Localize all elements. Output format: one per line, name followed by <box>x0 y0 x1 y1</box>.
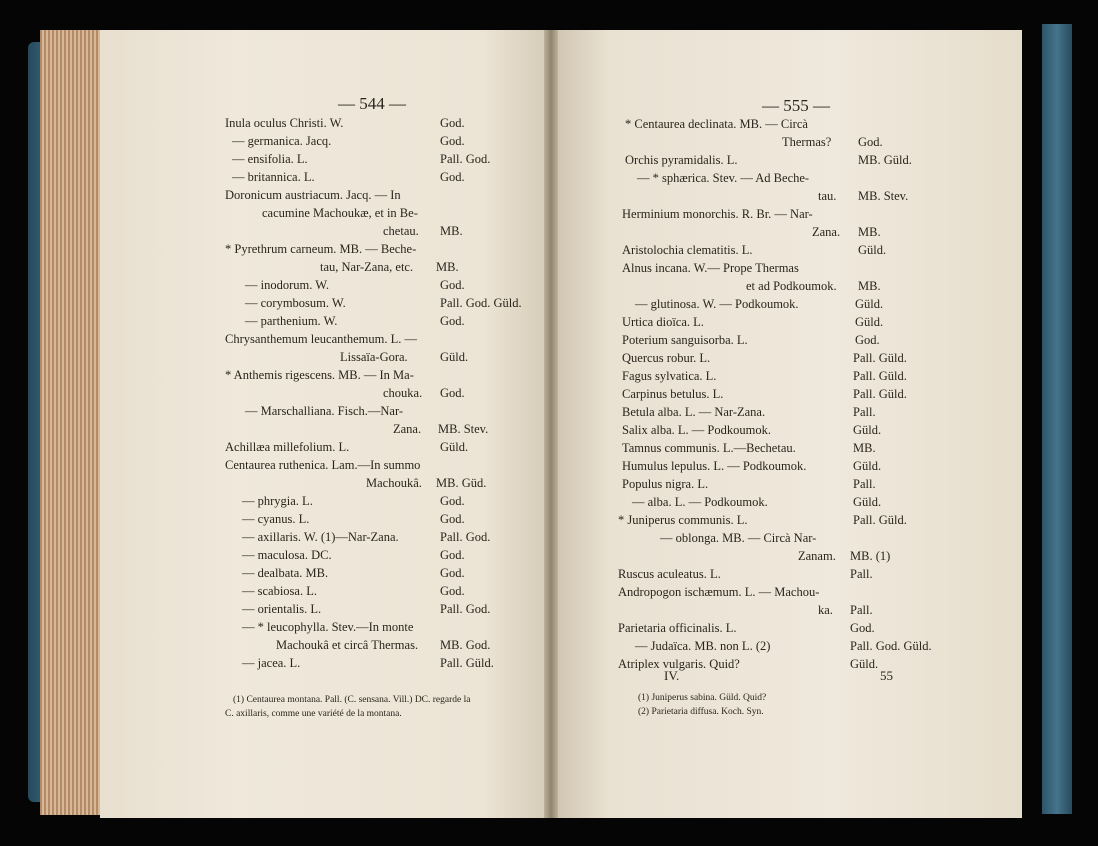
left-entry-authority: Güld. <box>440 440 469 454</box>
left-entry-authority: MB. <box>440 224 463 238</box>
left-entry-authority: God. <box>440 134 465 148</box>
signature-mark: IV. <box>664 668 680 683</box>
left-entry-text: — Marschalliana. Fisch.—Nar- <box>245 404 404 418</box>
left-entry-text: Centaurea ruthenica. Lam.—In summo <box>225 458 421 472</box>
right-entry-authority: Güld. <box>853 423 882 437</box>
left-entry-text: * Anthemis rigescens. MB. — In Ma- <box>225 368 414 382</box>
right-entry-text: et ad Podkoumok. <box>746 279 837 293</box>
left-entry-text: — parthenium. W. <box>245 314 338 328</box>
right-entry-authority: MB. <box>858 225 881 239</box>
right-entry-text: Salix alba. L. — Podkoumok. <box>622 423 771 437</box>
right-entry-text: Thermas? <box>782 135 832 149</box>
right-entry-text: Populus nigra. L. <box>622 477 709 491</box>
left-entry-authority: God. <box>440 116 465 130</box>
right-entry-text: — alba. L. — Podkoumok. <box>632 495 768 509</box>
left-entry-authority: God. <box>440 512 465 526</box>
right-footnote: (1) Juniperus sabina. Güld. Quid? <box>638 693 767 703</box>
right-entry-text: Zana. <box>812 225 841 239</box>
right-entry-authority: Pall. <box>850 603 873 617</box>
right-entry-text: — glutinosa. W. — Podkoumok. <box>635 297 799 311</box>
right-entry-authority: Pall. Güld. <box>853 351 907 365</box>
left-entry-text: — inodorum. W. <box>245 278 330 292</box>
right-entry-text: Urtica dioïca. L. <box>622 315 704 329</box>
sheet-number: 55 <box>880 668 893 683</box>
left-entry-authority: Pall. God. <box>440 530 491 544</box>
right-entry-text: Herminium monorchis. R. Br. — Nar- <box>622 207 813 221</box>
right-entry-authority: Pall. <box>850 567 873 581</box>
left-entry-text: tau, Nar-Zana, etc. <box>320 260 414 274</box>
left-entry-text: — britannica. L. <box>232 170 315 184</box>
left-entry-text: — jacea. L. <box>242 656 301 670</box>
right-entry-authority: God. <box>855 333 880 347</box>
right-entry-authority: Pall. Güld. <box>853 387 907 401</box>
left-entry-text: — * leucophylla. Stev.—In monte <box>242 620 414 634</box>
left-entry-text: — orientalis. L. <box>242 602 322 616</box>
left-entry-text: Lissaïa-Gora. <box>340 350 408 364</box>
right-entry-authority: MB. (1) <box>850 549 891 563</box>
left-entry-text: chouka. <box>383 386 423 400</box>
right-entry-text: * Centaurea declinata. MB. — Circà <box>625 117 808 131</box>
right-entry-text: Fagus sylvatica. L. <box>622 369 717 383</box>
left-entry-authority: Güld. <box>440 350 469 364</box>
right-entry-text: ka. <box>818 603 833 617</box>
left-page-number: — 544 — <box>338 94 406 113</box>
right-entry-text: Orchis pyramidalis. L. <box>625 153 738 167</box>
right-entry-text: — oblonga. MB. — Circà Nar- <box>660 531 817 545</box>
right-entry-authority: MB. Güld. <box>858 153 912 167</box>
right-entry-text: — Judaïca. MB. non L. (2) <box>635 639 771 653</box>
left-entry-text: — phrygia. L. <box>242 494 313 508</box>
left-entry-text: Zana. <box>393 422 422 436</box>
right-page-number: — 555 — <box>762 96 830 115</box>
left-entry-authority: Pall. God. <box>440 602 491 616</box>
left-entry-authority: God. <box>440 170 465 184</box>
left-entry-text: Doronicum austriacum. Jacq. — In <box>225 188 401 202</box>
right-entry-text: tau. <box>818 189 837 203</box>
right-entry-text: Carpinus betulus. L. <box>622 387 724 401</box>
left-entry-authority: God. <box>440 314 465 328</box>
right-entry-text: Zanam. <box>798 549 836 563</box>
right-entry-text: Alnus incana. W.— Prope Thermas <box>622 261 799 275</box>
right-entry-authority: MB. <box>858 279 881 293</box>
right-entry-authority: Güld. <box>858 243 887 257</box>
right-entry-text: Atriplex vulgaris. Quid? <box>618 657 740 671</box>
left-footnote: (1) Centaurea montana. Pall. (C. sensana. Vill.) DC. regarde la <box>233 695 471 705</box>
left-entry-authority: God. <box>440 584 465 598</box>
right-entry-text: * Juniperus communis. L. <box>618 513 748 527</box>
right-entry-authority: Güld. <box>855 297 884 311</box>
left-entry-authority: MB. Güd. <box>436 476 487 490</box>
left-entry-authority: Pall. Güld. <box>440 656 494 670</box>
left-entry-authority: MB. God. <box>440 638 491 652</box>
right-entry-text: Andropogon ischæmum. L. — Machou- <box>618 585 820 599</box>
right-entry-authority: Güld. <box>850 657 879 671</box>
left-footnote: C. axillaris, comme une variété de la montana. <box>225 709 402 719</box>
right-entry-text: Betula alba. L. — Nar-Zana. <box>622 405 766 419</box>
left-entry-text: — cyanus. L. <box>242 512 310 526</box>
right-footnote: (2) Parietaria diffusa. Koch. Syn. <box>638 707 764 717</box>
left-entry-text: — germanica. Jacq. <box>232 134 332 148</box>
right-entry-authority: Pall. <box>853 477 876 491</box>
right-entry-authority: Güld. <box>855 315 884 329</box>
right-entry-text: Quercus robur. L. <box>622 351 711 365</box>
left-entry-text: Chrysanthemum leucanthemum. L. — <box>225 332 417 346</box>
right-entry-text: Parietaria officinalis. L. <box>618 621 737 635</box>
right-entry-authority: Güld. <box>853 495 882 509</box>
right-entry-authority: Pall. <box>853 405 876 419</box>
left-entry-text: — maculosa. DC. <box>242 548 332 562</box>
right-entry-authority: Pall. Güld. <box>853 513 907 527</box>
right-entry-authority: God. <box>858 135 883 149</box>
right-entry-text: Poterium sanguisorba. L. <box>622 333 748 347</box>
left-entry-text: * Pyrethrum carneum. MB. — Beche- <box>225 242 417 256</box>
right-cover <box>1042 24 1072 814</box>
left-entry-text: — ensifolia. L. <box>232 152 308 166</box>
left-entry-authority: God. <box>440 566 465 580</box>
right-entry-authority: Güld. <box>853 459 882 473</box>
left-entry-text: — dealbata. MB. <box>242 566 329 580</box>
left-entry-text: Machoukâ et circâ Thermas. <box>276 638 419 652</box>
right-entry-authority: God. <box>850 621 875 635</box>
right-entry-text: Aristolochia clematitis. L. <box>622 243 753 257</box>
right-entry-text: — * sphærica. Stev. — Ad Beche- <box>637 171 810 185</box>
left-entry-authority: God. <box>440 494 465 508</box>
left-entry-text: chetau. <box>383 224 419 238</box>
left-entry-text: Inula oculus Christi. W. <box>225 116 344 130</box>
left-entry-authority: God. <box>440 386 465 400</box>
right-entry-text: Humulus lepulus. L. — Podkoumok. <box>622 459 807 473</box>
left-entry-authority: God. <box>440 278 465 292</box>
left-entry-authority: MB. Stev. <box>438 422 489 436</box>
left-entry-authority: Pall. God. <box>440 152 491 166</box>
right-entry-authority: MB. Stev. <box>858 189 909 203</box>
book-gutter <box>544 30 558 818</box>
right-entry-text: Ruscus aculeatus. L. <box>618 567 721 581</box>
left-entry-text: cacumine Machoukæ, et in Be- <box>262 206 418 220</box>
left-entry-authority: Pall. God. Güld. <box>440 296 522 310</box>
left-entry-text: Machoukâ. <box>366 476 422 490</box>
left-entry-text: — corymbosum. W. <box>245 296 346 310</box>
left-entry-authority: MB. <box>436 260 459 274</box>
right-entry-authority: MB. <box>853 441 876 455</box>
left-entry-text: — axillaris. W. (1)—Nar-Zana. <box>242 530 399 544</box>
right-entry-text: Tamnus communis. L.—Bechetau. <box>622 441 796 455</box>
right-entry-authority: Pall. Güld. <box>853 369 907 383</box>
right-entry-authority: Pall. God. Güld. <box>850 639 932 653</box>
left-entry-text: Achillæa millefolium. L. <box>225 440 350 454</box>
left-entry-authority: God. <box>440 548 465 562</box>
left-entry-text: — scabiosa. L. <box>242 584 317 598</box>
